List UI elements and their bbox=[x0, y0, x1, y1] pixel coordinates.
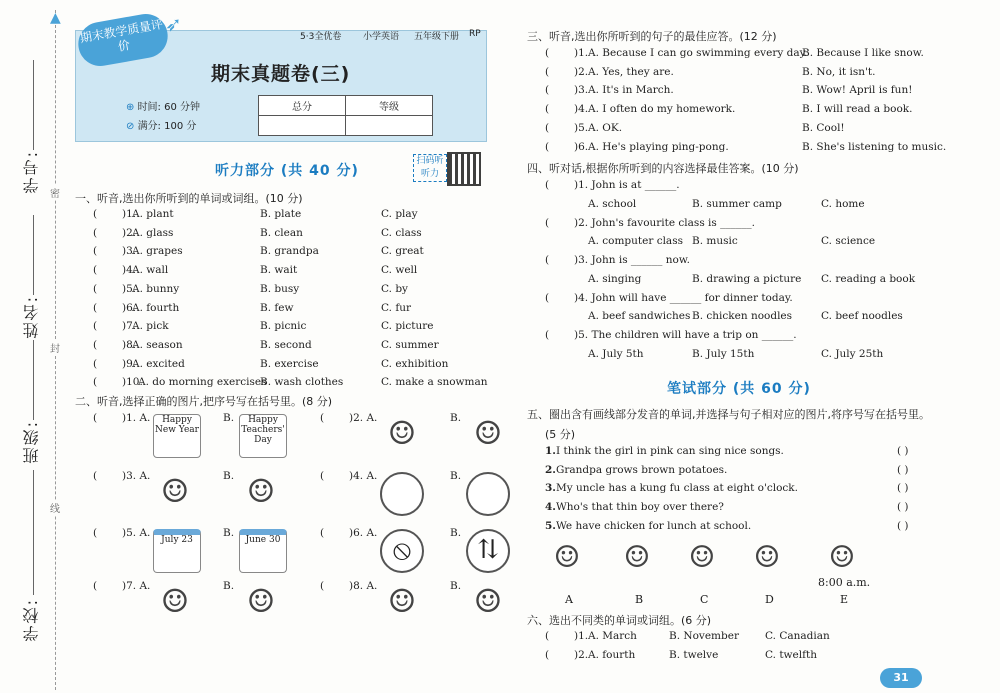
option-b-label: B. bbox=[450, 580, 462, 592]
answer-paren[interactable]: ( bbox=[93, 208, 98, 220]
answer-paren[interactable]: ( bbox=[93, 282, 98, 295]
option-b: B. few bbox=[260, 301, 294, 314]
option-c: C. great bbox=[381, 245, 424, 258]
time-caption: 8:00 a.m. bbox=[818, 576, 871, 589]
class-label: 班级: bbox=[22, 420, 41, 464]
picture-caption: A bbox=[565, 593, 573, 606]
score-table bbox=[258, 95, 433, 136]
part5-title: 五、圈出含有画线部分发音的单词,并选择与句子相对应的图片,将序号写在括号里。 bbox=[527, 408, 930, 421]
question-number: )7. A. bbox=[122, 580, 151, 592]
answer-paren[interactable]: ( ) bbox=[897, 519, 909, 532]
option-c: C. make a snowman bbox=[381, 376, 488, 389]
grade-label: 五年级下册 bbox=[414, 32, 460, 42]
cut-mark-close: 封 bbox=[50, 340, 60, 355]
option-a: A. plant bbox=[132, 208, 174, 220]
sentence-number: 3. bbox=[545, 482, 556, 495]
option-b: B. busy bbox=[260, 282, 300, 295]
listening-section-title: 听力部分 (共 40 分) bbox=[215, 163, 359, 179]
sentence-text[interactable]: My uncle has a kung fu class at eight o'clock. bbox=[556, 482, 799, 495]
school-label: 学校: bbox=[22, 598, 41, 642]
binding-margin bbox=[0, 0, 70, 693]
answer-paren[interactable]: ( bbox=[320, 412, 325, 424]
option-b-label: B. bbox=[450, 412, 462, 424]
answer-paren[interactable]: ( bbox=[545, 630, 550, 642]
answer-paren[interactable]: ( bbox=[545, 47, 550, 59]
sentence-number: 5. bbox=[545, 519, 556, 532]
option-b: B. She's listening to music. bbox=[802, 140, 947, 153]
illustration-b-icon[interactable]: ☺ bbox=[473, 414, 503, 452]
question-text: )3. John is ______ now. bbox=[574, 254, 690, 266]
picture-caption: E bbox=[840, 593, 849, 606]
potato-basket-icon[interactable]: ☺ bbox=[753, 540, 781, 575]
answer-paren[interactable]: ( bbox=[545, 216, 550, 229]
picture-b[interactable]: June 30 bbox=[239, 529, 287, 573]
illustration-a-icon[interactable]: ☺ bbox=[160, 582, 190, 620]
illustration-b-icon[interactable]: ☺ bbox=[246, 582, 276, 620]
sentence-number: 2. bbox=[545, 463, 556, 476]
option-a: A. grapes bbox=[132, 245, 183, 258]
option-a: A. singing bbox=[588, 272, 642, 285]
answer-paren[interactable]: ( bbox=[545, 179, 550, 191]
question-number: )4. bbox=[122, 264, 137, 277]
option-c: C. home bbox=[821, 197, 865, 210]
question-number: )5. bbox=[122, 282, 137, 295]
clock-icon: ⊕ bbox=[126, 102, 138, 113]
picture-caption: C bbox=[700, 593, 709, 606]
answer-paren[interactable]: ( bbox=[320, 470, 325, 482]
part4-title: 四、听对话,根据你所听到的内容选择最佳答案。(10 分) bbox=[527, 162, 799, 175]
grade-level-header: 等级 bbox=[346, 96, 433, 116]
illustration-b-icon[interactable]: ☺ bbox=[473, 582, 503, 620]
student-id-line bbox=[33, 60, 34, 150]
question-number: )3. A. bbox=[122, 470, 151, 482]
option-c: C. twelfth bbox=[765, 649, 817, 661]
qr-code-icon[interactable] bbox=[447, 152, 481, 186]
option-b-label: B. bbox=[450, 470, 462, 482]
answer-paren[interactable]: ( bbox=[93, 338, 98, 351]
student-id-label: 学号: bbox=[22, 150, 41, 194]
option-b: B. July 15th bbox=[692, 347, 755, 360]
sentence-text[interactable]: We have chicken for lunch at school. bbox=[556, 519, 752, 532]
option-b: B. plate bbox=[260, 208, 302, 220]
question-text: )5. The children will have a trip on ______. bbox=[574, 329, 797, 341]
option-a: A. He's playing ping-pong. bbox=[588, 140, 729, 153]
option-c: C. science bbox=[821, 235, 876, 247]
answer-paren[interactable]: ( bbox=[545, 291, 550, 304]
option-a: A. July 5th bbox=[588, 347, 644, 360]
total-score-cell[interactable] bbox=[259, 116, 346, 136]
option-a: A. Yes, they are. bbox=[588, 65, 674, 78]
score-info: ⊘ 满分: 100 分 bbox=[126, 121, 197, 132]
cut-mark-line: 线 bbox=[50, 500, 60, 515]
option-b: B. Wow! April is fun! bbox=[802, 84, 913, 97]
part6-title: 六、选出不同类的单词或词组。(6 分) bbox=[527, 614, 712, 627]
edition-label: RP bbox=[469, 29, 481, 39]
option-b: B. music bbox=[692, 235, 738, 247]
one-way-sign-icon[interactable]: ⇅ bbox=[466, 529, 510, 573]
question-number: )5. bbox=[574, 121, 589, 134]
illustration-a-icon[interactable]: ☺ bbox=[160, 472, 190, 510]
answer-paren[interactable]: ( bbox=[545, 103, 550, 116]
option-a: A. It's in March. bbox=[588, 84, 674, 97]
option-b-label: B. bbox=[223, 580, 235, 592]
question-number: )2. bbox=[122, 226, 137, 239]
answer-paren[interactable]: ( bbox=[93, 301, 98, 314]
picture-caption: D bbox=[765, 593, 774, 606]
option-a: A. do morning exercises bbox=[138, 376, 267, 389]
option-b: B. picnic bbox=[260, 320, 307, 333]
option-a: A. beef sandwiches bbox=[588, 310, 691, 322]
question-text: )2. John's favourite class is ______. bbox=[574, 216, 755, 229]
no-entry-sign-icon[interactable]: ⦸ bbox=[380, 529, 424, 573]
picture-a[interactable]: July 23 bbox=[153, 529, 201, 573]
part3-title: 三、听音,选出你所听到的句子的最佳应答。(12 分) bbox=[527, 30, 777, 43]
scan-label: 扫码听听力 bbox=[413, 154, 447, 182]
answer-paren[interactable]: ( bbox=[545, 84, 550, 97]
exam-title: 期末真题卷(三) bbox=[211, 63, 351, 85]
subject-label: 小学英语 bbox=[363, 32, 400, 42]
total-score-header: 总分 bbox=[259, 96, 346, 116]
answer-paren[interactable]: ( bbox=[545, 121, 550, 134]
answer-paren[interactable]: ( bbox=[545, 254, 550, 266]
option-a: A. glass bbox=[132, 226, 174, 239]
question-number: )2. bbox=[574, 65, 589, 78]
grandpa-icon[interactable]: ☺ bbox=[688, 540, 716, 575]
option-b: B. drawing a picture bbox=[692, 272, 802, 285]
option-a: A. OK. bbox=[588, 121, 623, 134]
answer-paren[interactable]: ( bbox=[93, 376, 98, 389]
picture-caption: B bbox=[635, 593, 644, 606]
cut-mark-seal: 密 bbox=[50, 185, 60, 200]
question-number: )1. bbox=[122, 208, 137, 220]
option-c: C. beef noodles bbox=[821, 310, 903, 322]
question-number: )8. bbox=[122, 338, 137, 351]
question-number: )3. bbox=[122, 245, 137, 258]
option-c: C. Canadian bbox=[765, 630, 830, 642]
sentence-number: 1. bbox=[545, 445, 556, 457]
grade-level-cell[interactable] bbox=[346, 116, 433, 136]
rocket-icon: ➶ bbox=[165, 12, 182, 36]
option-c: C. exhibition bbox=[381, 357, 449, 370]
option-a: A. Because I can go swimming every day. bbox=[588, 47, 808, 59]
name-line bbox=[33, 215, 34, 295]
series-label: 5·3全优卷 bbox=[300, 32, 342, 42]
question-number: )6. A. bbox=[349, 527, 378, 539]
answer-paren[interactable]: ( bbox=[545, 65, 550, 78]
arrow-icon: ▲ bbox=[50, 10, 61, 26]
option-c: C. summer bbox=[381, 338, 439, 351]
answer-paren[interactable]: ( bbox=[93, 264, 98, 277]
question-number: )8. A. bbox=[349, 580, 378, 592]
illustration-a-icon[interactable]: ☺ bbox=[387, 582, 417, 620]
answer-paren[interactable]: ( bbox=[545, 649, 550, 661]
option-c: C. class bbox=[381, 226, 422, 239]
option-c: C. by bbox=[381, 282, 408, 295]
answer-paren[interactable]: ( bbox=[545, 329, 550, 341]
question-number: )10. bbox=[122, 376, 143, 389]
option-c: C. picture bbox=[381, 320, 434, 333]
option-a: A. I often do my homework. bbox=[588, 103, 736, 116]
answer-paren[interactable]: ( ) bbox=[897, 501, 909, 514]
option-b: B. second bbox=[260, 338, 312, 351]
illustration-b-icon[interactable]: ☺ bbox=[246, 472, 276, 510]
option-a: A. wall bbox=[132, 264, 169, 277]
option-b: B. chicken noodles bbox=[692, 310, 793, 322]
answer-paren[interactable]: ( bbox=[93, 245, 98, 258]
question-number: )1. A. bbox=[122, 412, 151, 424]
option-a: A. excited bbox=[132, 357, 185, 370]
answer-paren[interactable]: ( ) bbox=[897, 463, 909, 476]
option-a: A. season bbox=[132, 338, 183, 351]
clock-b-icon[interactable] bbox=[466, 472, 510, 516]
boy-icon[interactable]: ☺ bbox=[828, 540, 856, 575]
answer-paren[interactable]: ( bbox=[93, 470, 98, 482]
option-b-label: B. bbox=[223, 412, 235, 424]
part1-title: 一、听音,选出你所听到的单词或词组。(10 分) bbox=[75, 192, 303, 205]
question-text: )1. John is at ______. bbox=[574, 179, 680, 191]
picture-a[interactable]: Happy New Year bbox=[153, 414, 201, 458]
picture-b[interactable]: Happy Teachers' Day bbox=[239, 414, 287, 458]
option-c: C. well bbox=[381, 264, 418, 277]
question-number: )6. bbox=[574, 140, 589, 153]
school-line bbox=[33, 470, 34, 595]
option-b: B. wash clothes bbox=[260, 376, 344, 389]
question-number: )3. bbox=[574, 84, 589, 97]
time-info: ⊕ 时间: 60 分钟 bbox=[126, 102, 201, 113]
answer-paren[interactable]: ( bbox=[545, 140, 550, 153]
name-label: 姓名: bbox=[22, 295, 41, 339]
part5-score: (5 分) bbox=[545, 428, 576, 441]
illustration-a-icon[interactable]: ☺ bbox=[387, 414, 417, 452]
question-number: )2. A. bbox=[349, 412, 378, 424]
option-b: B. November bbox=[669, 630, 739, 642]
option-a: A. school bbox=[588, 197, 637, 210]
roast-chicken-icon[interactable]: ☺ bbox=[553, 540, 581, 575]
option-a: A. fourth bbox=[132, 301, 180, 314]
sentence-number: 4. bbox=[545, 501, 556, 514]
answer-paren[interactable]: ( ) bbox=[897, 445, 909, 457]
question-number: )6. bbox=[122, 301, 137, 314]
option-b: B. Because I like snow. bbox=[802, 47, 924, 59]
question-number: )1. bbox=[574, 47, 589, 59]
option-b: B. grandpa bbox=[260, 245, 319, 258]
option-a: A. bunny bbox=[132, 282, 180, 295]
part2-title: 二、听音,选择正确的图片,把序号写在括号里。(8 分) bbox=[75, 395, 333, 408]
question-number: )5. A. bbox=[122, 527, 151, 539]
sentence-text[interactable]: Who's that thin boy over there? bbox=[556, 501, 724, 514]
option-c: C. reading a book bbox=[821, 272, 916, 285]
option-a: A. computer class bbox=[588, 235, 683, 247]
option-a: A. pick bbox=[132, 320, 169, 333]
option-b-label: B. bbox=[450, 527, 462, 539]
option-b: B. twelve bbox=[669, 649, 719, 661]
check-icon: ⊘ bbox=[126, 121, 138, 132]
answer-paren[interactable]: ( bbox=[93, 412, 98, 424]
option-b: B. wait bbox=[260, 264, 298, 277]
question-number: )7. bbox=[122, 320, 137, 333]
answer-paren[interactable]: ( bbox=[320, 580, 325, 592]
answer-paren[interactable]: ( bbox=[93, 320, 98, 333]
sentence-text[interactable]: Grandpa grows brown potatoes. bbox=[556, 463, 728, 476]
question-number: )4. bbox=[574, 103, 589, 116]
answer-paren[interactable]: ( bbox=[93, 527, 98, 539]
class-line bbox=[33, 340, 34, 420]
question-number: )4. A. bbox=[349, 470, 378, 482]
answer-paren[interactable]: ( bbox=[320, 527, 325, 539]
sentence-text[interactable]: I think the girl in pink can sing nice songs. bbox=[556, 445, 784, 457]
answer-paren[interactable]: ( bbox=[93, 226, 98, 239]
option-b-label: B. bbox=[223, 527, 235, 539]
clock-a-icon[interactable] bbox=[380, 472, 424, 516]
question-number: )9. bbox=[122, 357, 137, 370]
question-number: )2. bbox=[574, 649, 589, 661]
option-b: B. No, it isn't. bbox=[802, 65, 876, 78]
answer-paren[interactable]: ( bbox=[93, 580, 98, 592]
option-b: B. I will read a book. bbox=[802, 103, 913, 116]
question-text: )4. John will have ______ for dinner today. bbox=[574, 291, 793, 304]
option-c: C. fur bbox=[381, 301, 412, 314]
girl-icon[interactable]: ☺ bbox=[623, 540, 651, 575]
option-c: C. July 25th bbox=[821, 347, 884, 360]
writing-section-title: 笔试部分 (共 60 分) bbox=[667, 381, 811, 397]
page-number: 31 bbox=[880, 668, 922, 688]
question-number: )1. bbox=[574, 630, 589, 642]
option-b-label: B. bbox=[223, 470, 235, 482]
answer-paren[interactable]: ( bbox=[93, 357, 98, 370]
option-b: B. summer camp bbox=[692, 197, 782, 210]
option-b: B. clean bbox=[260, 226, 303, 239]
option-b: B. exercise bbox=[260, 357, 319, 370]
answer-paren[interactable]: ( ) bbox=[897, 482, 909, 495]
option-b: B. Cool! bbox=[802, 121, 845, 134]
badge: 期末教学质量评价 bbox=[75, 11, 171, 70]
option-c: C. play bbox=[381, 208, 418, 220]
option-a: A. March bbox=[588, 630, 637, 642]
option-a: A. fourth bbox=[588, 649, 636, 661]
